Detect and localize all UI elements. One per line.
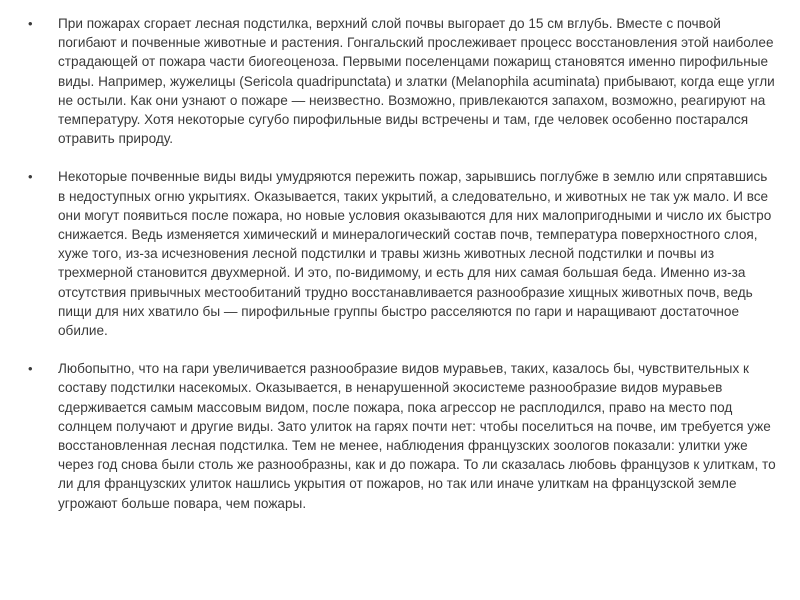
- bullet-icon: •: [28, 16, 33, 31]
- bullet-icon: •: [28, 169, 33, 185]
- paragraph-1-text: При пожарах сгорает лесная подстилка, верхний слой почвы выгорает до 15 см вглубь. Вместе с почвой погибают и почвенные животные и растения. Гонгальский прослеживает процесс восстановления этой наиболее страдающей от пожара части биогеоценоза. Первыми поселенцами пожарищ становятся именно пирофильные виды. Например, жужелицы (Sericola quadripunctata) и златки (Melanophila acuminata) прибывают, когда еще угли не остыли. Как они узнают о пожаре — неизвестно. Возможно, привлекаются запахом, возможно, реагируют на температуру. Хотя некоторые сугубо пирофильные виды встречены и там, где человек особенно постарался отравить природу.: [58, 16, 775, 147]
- paragraph-1: [24, 14, 778, 148]
- paragraph-2-text: Некоторые почвенные виды виды умудряются пережить пожар, зарывшись поглубже в землю или спрятавшись в недоступных огню укрытиях. Оказывается, таких укрытий, а следовательно, и животных не так уж мало. И все они могут появиться после пожара, но новые условия оказываются для них малопригодными и число их быстро снижается. Ведь изменяется химический и минералогический состав почв, температура поверхностного слоя, хуже того, из-за исчезновения лесной подстилки и травы жизнь животных лесной подстилки и почвы из трехмерной становится двухмерной. И это, по-видимому, и есть для них самая большая беда. Именно из-за отсутствия привычных местообитаний трудно восстанавливается разнообразие хищных животных почв, ведь пищи для них хватило бы — пирофильные группы быстро расселяются по гари и наращивают достаточное обилие.: [58, 169, 772, 339]
- bullet-icon: •: [28, 361, 33, 377]
- bullet-list: [24, 14, 778, 513]
- paragraph-3-text: Любопытно, что на гари увеличивается разнообразие видов муравьев, таких, казалось бы, чувствительных к составу подстилки насекомых. Оказывается, в ненарушенной экосистеме разнообразие видов муравьев сдерживается самым массовым видом, после пожара, пока агрессор не расплодился, право на место под солнцем получают и другие виды. Зато улиток на гарях почти нет: чтобы поселиться на почве, им требуется уже восстановленная лесная подстилка. Тем не менее, наблюдения французских зоологов показали: улитки уже через год снова были столь же разнообразны, как и до пожара. То ли сказалась любовь французов к улиткам, то ли для французских улиток нашлись укрытия от пожаров, но так или иначе улиткам на французской земле угрожают больше повара, чем пожары.: [58, 361, 776, 511]
- paragraph-3: [24, 359, 778, 513]
- paragraph-2: [24, 167, 778, 340]
